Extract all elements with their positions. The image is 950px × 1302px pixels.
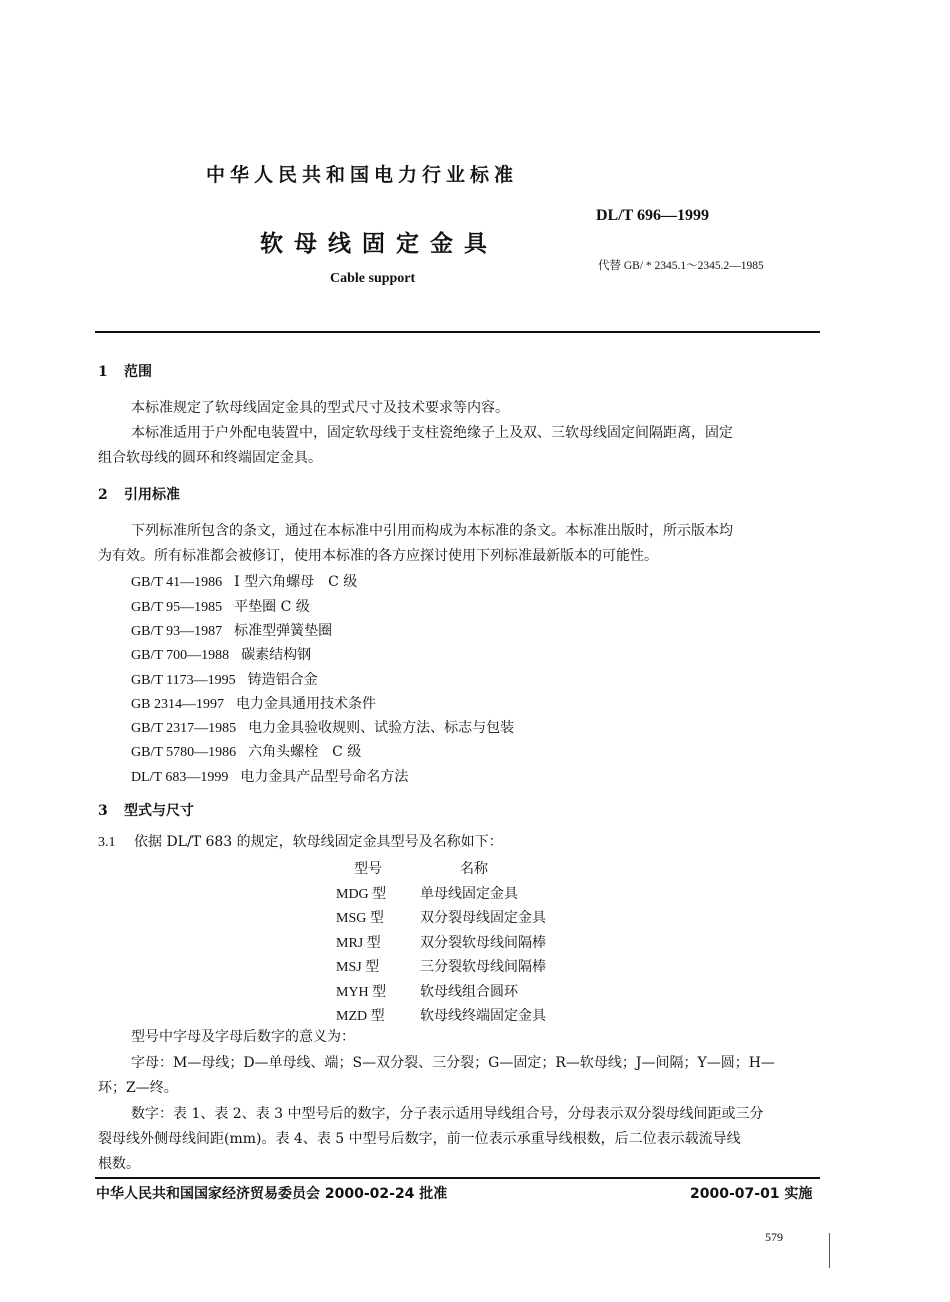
model-code: MSG 型 bbox=[336, 911, 384, 926]
paragraph: 本标准适用于户外配电装置中，固定软母线于支柱瓷绝缘子上及双、三软母线固定间隔距离，固定 bbox=[131, 425, 733, 441]
section-title: 引用标准 bbox=[124, 487, 180, 503]
reference-item bbox=[131, 620, 332, 640]
section-number: 3 bbox=[98, 803, 108, 819]
model-name: 三分裂软母线间隔棒 bbox=[420, 959, 546, 975]
model-code: MYH 型 bbox=[336, 984, 387, 1000]
paragraph: 为有效。所有标准都会被修订，使用本标准的各方应探讨使用下列标准最新版本的可能性。 bbox=[98, 548, 658, 564]
model-table bbox=[336, 858, 546, 1030]
model-code: MDG 型 bbox=[336, 886, 387, 902]
model-code: MSJ 型 bbox=[336, 960, 380, 975]
model-code: MRJ 型 bbox=[336, 935, 381, 951]
model-name: 软母线组合圆环 bbox=[420, 983, 518, 1000]
clause-3-1 bbox=[98, 830, 503, 855]
paragraph: 下列标准所包含的条文，通过在本标准中引用而构成为本标准的条文。本标准出版时，所示版本均 bbox=[131, 523, 733, 539]
model-name: 单母线固定金具 bbox=[420, 885, 518, 902]
page-edge-mark bbox=[829, 1233, 830, 1268]
footer-divider bbox=[95, 1177, 820, 1179]
reference-code: GB 2314—1997 bbox=[131, 697, 224, 712]
english-title: Cable support bbox=[330, 271, 416, 286]
reference-item bbox=[131, 669, 318, 689]
section-3-heading bbox=[98, 800, 194, 820]
model-name: 软母线终端固定金具 bbox=[420, 1008, 546, 1024]
reference-title: 电力金具产品型号命名方法 bbox=[240, 769, 409, 785]
reference-item bbox=[131, 766, 408, 786]
paragraph: 根数。 bbox=[98, 1156, 140, 1172]
reference-code: GB/T 700—1988 bbox=[131, 648, 230, 663]
model-row bbox=[336, 1005, 546, 1030]
reference-code: GB/T 93—1987 bbox=[131, 624, 223, 639]
reference-title: I 型六角螺母 C 级 bbox=[234, 574, 358, 590]
reference-title: 六角头螺栓 C 级 bbox=[248, 744, 362, 760]
model-table-header bbox=[336, 858, 546, 883]
clause-text: 依据 DL/T 683 的规定，软母线固定金具型号及名称如下： bbox=[134, 834, 503, 850]
section-title: 范围 bbox=[124, 364, 152, 380]
approval-line: 中华人民共和国国家经济贸易委员会 2000-02-24 批准 bbox=[96, 1186, 448, 1202]
paragraph: 字母：M—母线；D—单母线、端；S—双分裂、三分裂；G—固定；R—软母线；J—间隔；Y—圆；H— bbox=[131, 1055, 775, 1071]
reference-title: 标准型弹簧垫圈 bbox=[234, 623, 333, 639]
paragraph: 本标准规定了软母线固定金具的型式尺寸及技术要求等内容。 bbox=[131, 400, 509, 416]
reference-code: GB/T 95—1985 bbox=[131, 600, 223, 615]
section-title: 型式与尺寸 bbox=[124, 803, 194, 819]
model-row bbox=[336, 907, 546, 932]
reference-code: GB/T 5780—1986 bbox=[131, 745, 237, 760]
model-row bbox=[336, 932, 546, 957]
model-row bbox=[336, 956, 546, 981]
section-2-heading bbox=[98, 484, 180, 504]
header-model: 型号 bbox=[354, 862, 382, 877]
reference-title: 碳素结构钢 bbox=[241, 647, 312, 663]
paragraph: 环；Z—终。 bbox=[98, 1080, 178, 1096]
header-name: 名称 bbox=[460, 861, 488, 877]
section-number: 2 bbox=[98, 487, 108, 503]
model-row bbox=[336, 883, 546, 908]
reference-item bbox=[131, 717, 514, 737]
paragraph: 型号中字母及字母后数字的意义为： bbox=[131, 1029, 355, 1045]
replaces-standard: 代替 GB/ * 2345.1～2345.2—1985 bbox=[598, 260, 764, 272]
header-divider bbox=[95, 331, 820, 333]
reference-title: 电力金具通用技术条件 bbox=[235, 696, 376, 712]
model-name: 双分裂软母线间隔棒 bbox=[420, 934, 546, 951]
implementation-date: 2000-07-01 实施 bbox=[690, 1186, 813, 1202]
document-title: 软母线固定金具 bbox=[260, 231, 498, 257]
model-row bbox=[336, 981, 546, 1006]
standard-code: DL/T 696—1999 bbox=[596, 207, 710, 224]
clause-number: 3.1 bbox=[98, 835, 116, 850]
section-1-heading bbox=[98, 361, 152, 381]
reference-title: 平垫圈 C 级 bbox=[234, 599, 310, 615]
model-code: MZD 型 bbox=[336, 1009, 385, 1024]
reference-code: DL/T 683—1999 bbox=[131, 770, 229, 785]
reference-code: GB/T 2317—1985 bbox=[131, 721, 237, 736]
reference-item bbox=[131, 644, 311, 664]
reference-item bbox=[131, 571, 357, 591]
paragraph: 组合软母线的圆环和终端固定金具。 bbox=[98, 450, 322, 466]
reference-code: GB/T 41—1986 bbox=[131, 575, 223, 590]
model-name: 双分裂母线固定金具 bbox=[420, 910, 546, 926]
paragraph: 裂母线外侧母线间距(mm)。表 4、表 5 中型号后数字，前一位表示承重导线根数，后二位表示载流导线 bbox=[98, 1131, 741, 1147]
page-number: 579 bbox=[765, 1230, 783, 1244]
paragraph: 数字：表 1、表 2、表 3 中型号后的数字，分子表示适用导线组合号，分母表示双分裂母线间距或三分 bbox=[131, 1106, 764, 1122]
reference-item bbox=[131, 741, 361, 761]
reference-title: 电力金具验收规则、试验方法、标志与包装 bbox=[248, 720, 515, 736]
reference-code: GB/T 1173—1995 bbox=[131, 673, 236, 688]
reference-item bbox=[131, 693, 376, 713]
issuing-organization: 中华人民共和国电力行业标准 bbox=[206, 164, 519, 186]
section-number: 1 bbox=[98, 364, 108, 380]
reference-item bbox=[131, 596, 310, 616]
reference-title: 铸造铝合金 bbox=[247, 672, 318, 688]
